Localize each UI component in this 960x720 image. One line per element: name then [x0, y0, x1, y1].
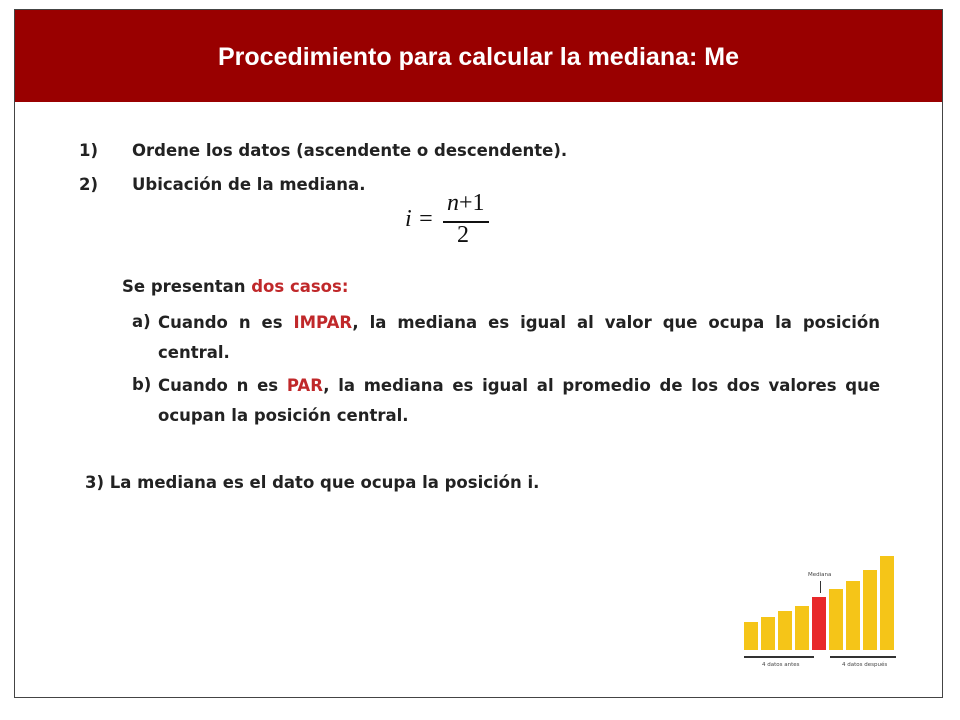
case-b-highlight: PAR	[286, 376, 324, 395]
data-bar	[778, 611, 792, 650]
case-a-letter: a)	[132, 312, 151, 331]
case-a-highlight: IMPAR	[293, 313, 353, 332]
case-a-text	[158, 308, 880, 368]
step-1-text: Ordene los datos (ascendente o descendente).	[132, 141, 568, 160]
right-bracket	[830, 656, 896, 658]
median-position-formula	[393, 186, 493, 252]
title-bar	[15, 10, 942, 102]
data-bar	[863, 570, 877, 650]
left-caption: 4 datos antes	[762, 662, 800, 668]
data-bar	[795, 606, 809, 650]
data-bar	[880, 556, 894, 650]
cases-intro-prefix: Se presentan	[122, 277, 252, 296]
case-a-before: Cuando n es	[158, 313, 294, 332]
median-illustration	[740, 552, 900, 672]
case-a-after: , la mediana es igual al valor que ocupa la posición central.	[158, 313, 881, 362]
slide-title: Procedimiento para calcular la mediana: Me	[217, 42, 740, 71]
median-label: Mediana	[808, 572, 832, 578]
formula-numerator-rest: +1	[459, 190, 485, 216]
median-bar	[812, 597, 826, 650]
case-b-after: , la mediana es igual al promedio de los dos valores que ocupan la posición central.	[158, 376, 881, 425]
step-2-text: Ubicación de la mediana.	[132, 175, 366, 194]
formula-denominator: 2	[457, 222, 469, 248]
step-3: 3) La mediana es el dato que ocupa la posición i.	[85, 473, 540, 492]
right-caption: 4 datos después	[842, 662, 888, 668]
cases-intro	[122, 276, 348, 298]
left-bracket	[744, 656, 814, 658]
formula-numerator	[447, 190, 485, 217]
data-bar	[829, 589, 843, 650]
bars-area	[744, 552, 898, 650]
data-bar	[744, 622, 758, 650]
formula-lhs: i =	[405, 206, 434, 232]
formula-numerator-var: n	[447, 190, 459, 216]
data-bar	[846, 581, 860, 650]
case-b-text	[158, 371, 880, 431]
step-2-number: 2)	[79, 175, 99, 194]
cases-intro-highlight: dos casos:	[251, 277, 349, 296]
step-1-number: 1)	[79, 141, 99, 160]
case-b-before: Cuando n es	[158, 376, 287, 395]
case-b-letter: b)	[132, 375, 152, 394]
data-bar	[761, 617, 775, 650]
